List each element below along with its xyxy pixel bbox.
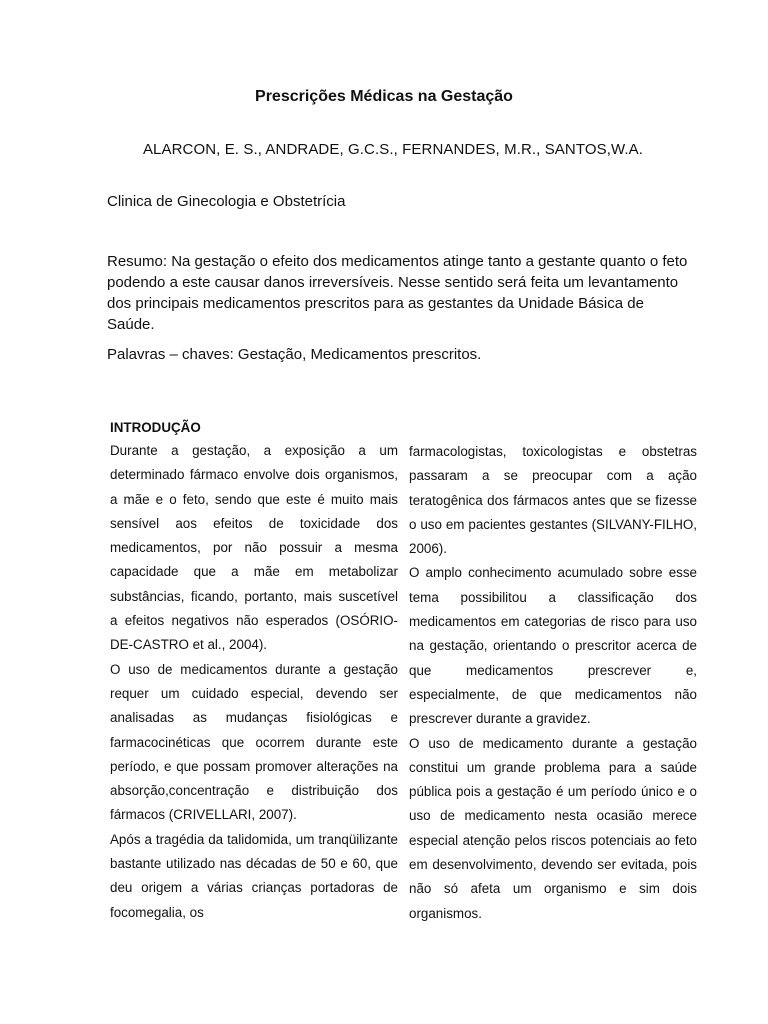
paragraph: O amplo conhecimento acumulado sobre esse tema possibilitou a classificação dos medicamentos em categorias de risco para uso na gestação, orientando o prescritor acerca de que medicamentos prescrever e, especialmente, de que medicamentos não prescrever durante a gravidez. (409, 565, 697, 727)
paragraph: Durante a gestação, a exposição a um determinado fármaco envolve dois organismos, a mãe e o feto, sendo que este é muito mais sensível aos efeitos de toxicidade dos medicamentos, por não possuir a mesma capacidade que a mãe em metabolizar substâncias, ficando, portanto, mais suscetível a efeitos negativos não esperados (OSÓRIO-DE-CASTRO et al., 2004). (110, 443, 398, 653)
author-list: ALARCON, E. S., ANDRADE, G.C.S., FERNANDES, M.R., SANTOS,W.A. (142, 141, 644, 158)
abstract: Resumo: Na gestação o efeito dos medicamentos atinge tanto a gestante quanto o feto podendo a este causar danos irreversíveis. Nesse sentido será feita um levantamento dos principais medicamentos prescritos para as gestantes da Unidade Básica de Saúde. (107, 253, 688, 333)
paragraph: Após a tragédia da talidomida, um tranqüilizante bastante utilizado nas décadas de 50 e 60, que deu origem a várias crianças portadoras de focomegalia, os (110, 831, 398, 920)
keywords: Palavras – chaves: Gestação, Medicamentos prescritos. (107, 346, 482, 363)
paragraph: O uso de medicamento durante a gestação constitui um grande problema para a saúde pública pois a gestação é um período único e o uso de medicamento nesta ocasião merece especial atenção pelos riscos potenciais ao feto em desenvolvimento, devendo ser evitada, pois não só afeta um organismo e sim dois organismos. (409, 735, 697, 921)
section-heading: INTRODUÇÃO (110, 420, 201, 435)
paragraph: O uso de medicamentos durante a gestação requer um cuidado especial, devendo ser analisadas as mudanças fisiológicas e farmacocinéticas que ocorrem durante este período, e que possam promover alterações na absorção,concentração e distribuição dos fármacos (CRIVELLARI, 2007). (110, 661, 398, 823)
left-column (110, 417, 398, 925)
right-column (409, 440, 697, 926)
paper-title: Prescrições Médicas na Gestação (255, 88, 513, 105)
affiliation: Clinica de Ginecologia e Obstetrícia (107, 193, 346, 210)
paragraph: farmacologistas, toxicologistas e obstetras passaram a se preocupar com a ação teratogênica dos fármacos antes que se fizesse o uso em pacientes gestantes (SILVANY-FILHO, 2006). (409, 444, 697, 557)
